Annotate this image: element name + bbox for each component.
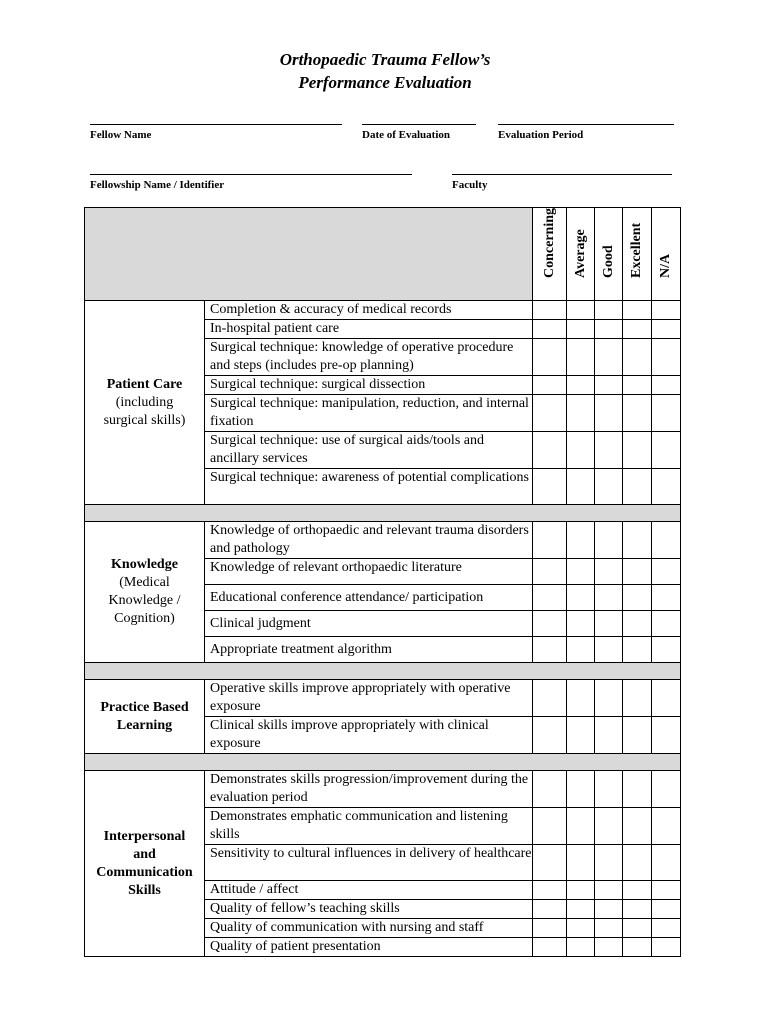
rating-cell[interactable]	[623, 339, 652, 376]
section-title: Communication	[96, 864, 193, 880]
rating-cell[interactable]	[567, 881, 595, 900]
item-label: Knowledge of relevant orthopaedic literature	[205, 559, 533, 585]
col-header-good: Good	[595, 208, 623, 301]
rating-cell[interactable]	[533, 522, 567, 559]
rating-cell[interactable]	[533, 845, 567, 881]
evaluation-period-label: Evaluation Period	[498, 129, 584, 141]
rating-cell[interactable]	[595, 919, 623, 938]
item-label: Clinical judgment	[205, 611, 533, 637]
section-title: Skills	[128, 882, 161, 898]
section-knowledge	[85, 522, 205, 663]
item-label: Clinical skills improve appropriately with clinical exposure	[205, 717, 533, 754]
rating-cell[interactable]	[623, 301, 652, 320]
item-label: Educational conference attendance/ participation	[205, 585, 533, 611]
rating-cell[interactable]	[567, 637, 595, 663]
rating-cell[interactable]	[533, 376, 567, 395]
rating-cell[interactable]	[595, 301, 623, 320]
col-header-average: Average	[567, 208, 595, 301]
rating-cell[interactable]	[533, 717, 567, 754]
rating-cell[interactable]	[595, 637, 623, 663]
rating-cell[interactable]	[533, 771, 567, 808]
rating-cell[interactable]	[623, 845, 652, 881]
rating-cell[interactable]	[595, 320, 623, 339]
rating-cell[interactable]	[533, 881, 567, 900]
rating-cell[interactable]	[567, 938, 595, 957]
rating-cell[interactable]	[595, 432, 623, 469]
rating-cell[interactable]	[652, 469, 681, 505]
rating-cell[interactable]	[533, 611, 567, 637]
rating-cell[interactable]	[595, 938, 623, 957]
rating-cell[interactable]	[623, 376, 652, 395]
rating-cell[interactable]	[567, 585, 595, 611]
fellowship-name-label: Fellowship Name / Identifier	[90, 179, 225, 191]
rating-cell[interactable]	[567, 611, 595, 637]
item-label: Knowledge of orthopaedic and relevant trauma disorders and pathology	[205, 522, 533, 559]
rating-cell[interactable]	[533, 919, 567, 938]
fellow-name-line[interactable]	[90, 124, 342, 125]
rating-cell[interactable]	[652, 771, 681, 808]
title-line-1: Orthopaedic Trauma Fellow’s	[279, 50, 491, 69]
item-label: Demonstrates skills progression/improvement during the evaluation period	[205, 771, 533, 808]
rating-cell[interactable]	[595, 717, 623, 754]
section-subtitle: Knowledge /	[108, 593, 181, 608]
table-header-row	[85, 208, 681, 301]
rating-cell[interactable]	[595, 680, 623, 717]
item-label: Attitude / affect	[205, 881, 533, 900]
rating-cell[interactable]	[652, 432, 681, 469]
rating-cell[interactable]	[567, 522, 595, 559]
rating-cell[interactable]	[652, 320, 681, 339]
rating-cell[interactable]	[595, 522, 623, 559]
rating-cell[interactable]	[623, 395, 652, 432]
item-label: Quality of fellow’s teaching skills	[205, 900, 533, 919]
section-title: Interpersonal	[103, 828, 186, 844]
rating-cell[interactable]	[652, 395, 681, 432]
rating-cell[interactable]	[533, 680, 567, 717]
rating-cell[interactable]	[533, 320, 567, 339]
rating-cell[interactable]	[595, 395, 623, 432]
item-label: Completion & accuracy of medical records	[205, 301, 533, 320]
date-of-evaluation-label: Date of Evaluation	[362, 129, 450, 141]
section-subtitle: (including	[115, 394, 174, 410]
col-header-excellent: Excellent	[623, 208, 652, 301]
rating-cell[interactable]	[567, 900, 595, 919]
item-label: Quality of patient presentation	[205, 938, 533, 957]
rating-cell[interactable]	[567, 301, 595, 320]
faculty-line[interactable]	[452, 174, 672, 175]
section-title: Patient Care	[106, 376, 183, 392]
rating-cell[interactable]	[567, 771, 595, 808]
section-practice-based-learning	[85, 680, 205, 754]
rating-cell[interactable]	[623, 320, 652, 339]
table-row	[85, 771, 681, 808]
rating-cell[interactable]	[652, 845, 681, 881]
col-header-na: N/A	[652, 208, 681, 301]
rating-cell[interactable]	[567, 339, 595, 376]
rating-cell[interactable]	[623, 680, 652, 717]
rating-cell[interactable]	[567, 395, 595, 432]
item-label: Sensitivity to cultural influences in delivery of healthcare	[205, 845, 533, 881]
section-title: Learning	[116, 717, 173, 733]
rating-cell[interactable]	[623, 771, 652, 808]
title-line-2: Performance Evaluation	[298, 73, 472, 92]
rating-cell[interactable]	[567, 376, 595, 395]
section-subtitle: Cognition)	[114, 611, 175, 626]
rating-cell[interactable]	[623, 432, 652, 469]
rating-cell[interactable]	[567, 680, 595, 717]
rating-cell[interactable]	[533, 432, 567, 469]
rating-cell[interactable]	[652, 522, 681, 559]
rating-cell[interactable]	[533, 938, 567, 957]
rating-cell[interactable]	[533, 339, 567, 376]
rating-cell[interactable]	[533, 808, 567, 845]
item-label: Appropriate treatment algorithm	[205, 637, 533, 663]
rating-cell[interactable]	[623, 585, 652, 611]
rating-cell[interactable]	[652, 919, 681, 938]
rating-cell[interactable]	[533, 469, 567, 505]
section-title: Knowledge	[111, 557, 178, 572]
rating-cell[interactable]	[567, 845, 595, 881]
rating-cell[interactable]	[623, 881, 652, 900]
item-label: Surgical technique: awareness of potential complications	[205, 469, 533, 505]
rating-cell[interactable]	[595, 771, 623, 808]
rating-cell[interactable]	[533, 585, 567, 611]
rating-cell[interactable]	[623, 938, 652, 957]
section-title: and	[133, 846, 156, 862]
rating-cell[interactable]	[652, 637, 681, 663]
rating-cell[interactable]	[595, 881, 623, 900]
evaluation-table	[84, 207, 681, 957]
section-interpersonal-communication	[85, 771, 205, 957]
table-row	[85, 522, 681, 559]
item-label: Demonstrates emphatic communication and listening skills	[205, 808, 533, 845]
rating-cell[interactable]	[652, 301, 681, 320]
rating-cell[interactable]	[567, 919, 595, 938]
form-title	[0, 48, 770, 94]
rating-cell[interactable]	[623, 469, 652, 505]
rating-cell[interactable]	[567, 808, 595, 845]
rating-cell[interactable]	[652, 559, 681, 585]
rating-cell[interactable]	[567, 559, 595, 585]
rating-cell[interactable]	[533, 301, 567, 320]
rating-cell[interactable]	[567, 469, 595, 505]
rating-cell[interactable]	[652, 900, 681, 919]
date-of-evaluation-line[interactable]	[362, 124, 476, 125]
item-label: In-hospital patient care	[205, 320, 533, 339]
fellow-name-label: Fellow Name	[90, 129, 152, 141]
item-label: Operative skills improve appropriately with operative exposure	[205, 680, 533, 717]
item-label: Surgical technique: surgical dissection	[205, 376, 533, 395]
rating-cell[interactable]	[595, 376, 623, 395]
rating-cell[interactable]	[595, 585, 623, 611]
item-label: Surgical technique: use of surgical aids/tools and ancillary services	[205, 432, 533, 469]
rating-cell[interactable]	[595, 339, 623, 376]
section-title: Practice Based	[100, 699, 189, 715]
rating-cell[interactable]	[533, 900, 567, 919]
rating-cell[interactable]	[595, 611, 623, 637]
rating-cell[interactable]	[595, 469, 623, 505]
rating-cell[interactable]	[533, 637, 567, 663]
rating-cell[interactable]	[652, 938, 681, 957]
rating-cell[interactable]	[652, 339, 681, 376]
item-label: Surgical technique: manipulation, reduction, and internal fixation	[205, 395, 533, 432]
rating-cell[interactable]	[623, 919, 652, 938]
section-subtitle: surgical skills)	[103, 412, 186, 428]
rating-cell[interactable]	[623, 522, 652, 559]
section-divider	[85, 505, 681, 522]
col-header-concerning: Concerning	[533, 208, 567, 301]
fellowship-name-line[interactable]	[90, 174, 412, 175]
section-divider	[85, 754, 681, 771]
rating-cell[interactable]	[652, 680, 681, 717]
rating-cell[interactable]	[567, 717, 595, 754]
rating-cell[interactable]	[652, 376, 681, 395]
section-subtitle: (Medical	[119, 575, 170, 590]
rating-cell[interactable]	[595, 845, 623, 881]
section-patient-care	[85, 301, 205, 505]
rating-cell[interactable]	[567, 320, 595, 339]
rating-cell[interactable]	[652, 717, 681, 754]
rating-cell[interactable]	[623, 717, 652, 754]
rating-cell[interactable]	[652, 808, 681, 845]
item-label: Quality of communication with nursing and staff	[205, 919, 533, 938]
rating-cell[interactable]	[623, 559, 652, 585]
rating-cell[interactable]	[652, 611, 681, 637]
rating-cell[interactable]	[623, 611, 652, 637]
section-divider	[85, 663, 681, 680]
rating-cell[interactable]	[567, 432, 595, 469]
rating-cell[interactable]	[652, 585, 681, 611]
rating-cell[interactable]	[595, 808, 623, 845]
rating-cell[interactable]	[533, 395, 567, 432]
rating-cell[interactable]	[595, 900, 623, 919]
evaluation-period-line[interactable]	[498, 124, 674, 125]
item-label: Surgical technique: knowledge of operative procedure and steps (includes pre-op planning)	[205, 339, 533, 376]
table-row	[85, 301, 681, 320]
rating-cell[interactable]	[623, 900, 652, 919]
rating-cell[interactable]	[595, 559, 623, 585]
rating-cell[interactable]	[533, 559, 567, 585]
rating-cell[interactable]	[652, 881, 681, 900]
table-row	[85, 680, 681, 717]
faculty-label: Faculty	[452, 179, 488, 191]
rating-cell[interactable]	[623, 637, 652, 663]
rating-cell[interactable]	[623, 808, 652, 845]
header-blank-cell	[85, 208, 533, 301]
